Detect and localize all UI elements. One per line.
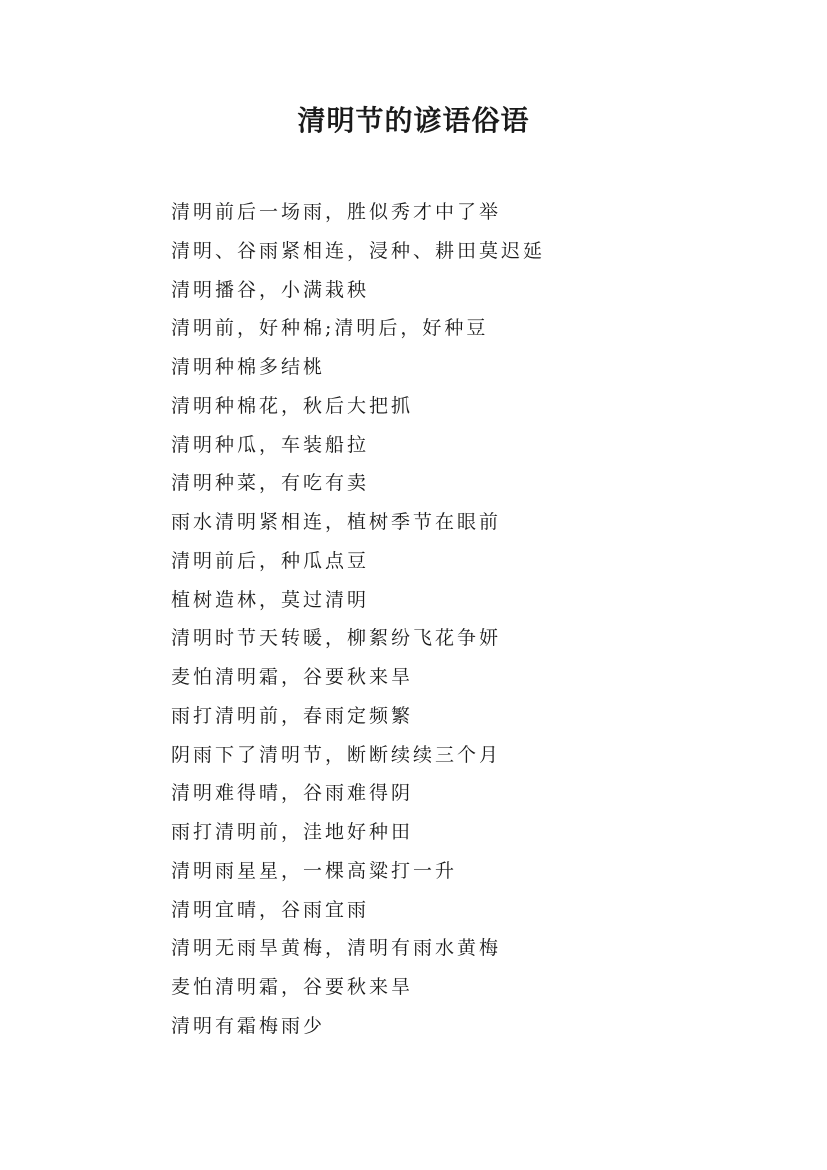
proverb-line: 清明无雨旱黄梅，清明有雨水黄梅 [171,937,502,960]
proverb-list [171,193,771,1046]
proverb-line: 清明宜晴，谷雨宜雨 [171,898,370,921]
proverb-line: 雨打清明前，洼地好种田 [171,821,414,843]
proverb-line: 清明种棉多结桃 [171,356,326,378]
proverb-line: 雨打清明前，春雨定频繁 [171,704,414,727]
proverb-line: 麦怕清明霜，谷要秋来旱 [171,976,414,998]
proverb-line: 清明种瓜，车装船拉 [171,433,370,456]
proverb-line: 清明播谷，小满栽秧 [171,278,370,301]
proverb-line: 清明前后一场雨，胜似秀才中了举 [171,201,502,223]
proverb-line: 清明前后，种瓜点豆 [171,549,370,572]
proverb-line: 清明前，好种棉;清明后，好种豆 [171,317,489,340]
proverb-line: 阴雨下了清明节，断断续续三个月 [171,743,502,766]
proverb-line: 植树造林，莫过清明 [171,588,370,611]
proverb-line: 清明时节天转暖，柳絮纷飞花争妍 [171,627,502,650]
proverb-line: 清明种菜，有吃有卖 [171,472,370,495]
proverb-line: 清明有霜梅雨少 [171,1014,326,1037]
proverb-line: 清明种棉花，秋后大把抓 [171,394,414,417]
proverb-line: 麦怕清明霜，谷要秋来旱 [171,666,414,688]
proverb-line: 雨水清明紧相连，植树季节在眼前 [171,511,502,533]
proverb-line: 清明、谷雨紧相连，浸种、耕田莫迟延 [171,239,546,262]
page-title: 清明节的谚语俗语 [297,104,530,137]
proverb-line: 清明难得晴，谷雨难得阴 [171,782,414,805]
proverb-line: 清明雨星星，一棵高粱打一升 [171,859,458,882]
